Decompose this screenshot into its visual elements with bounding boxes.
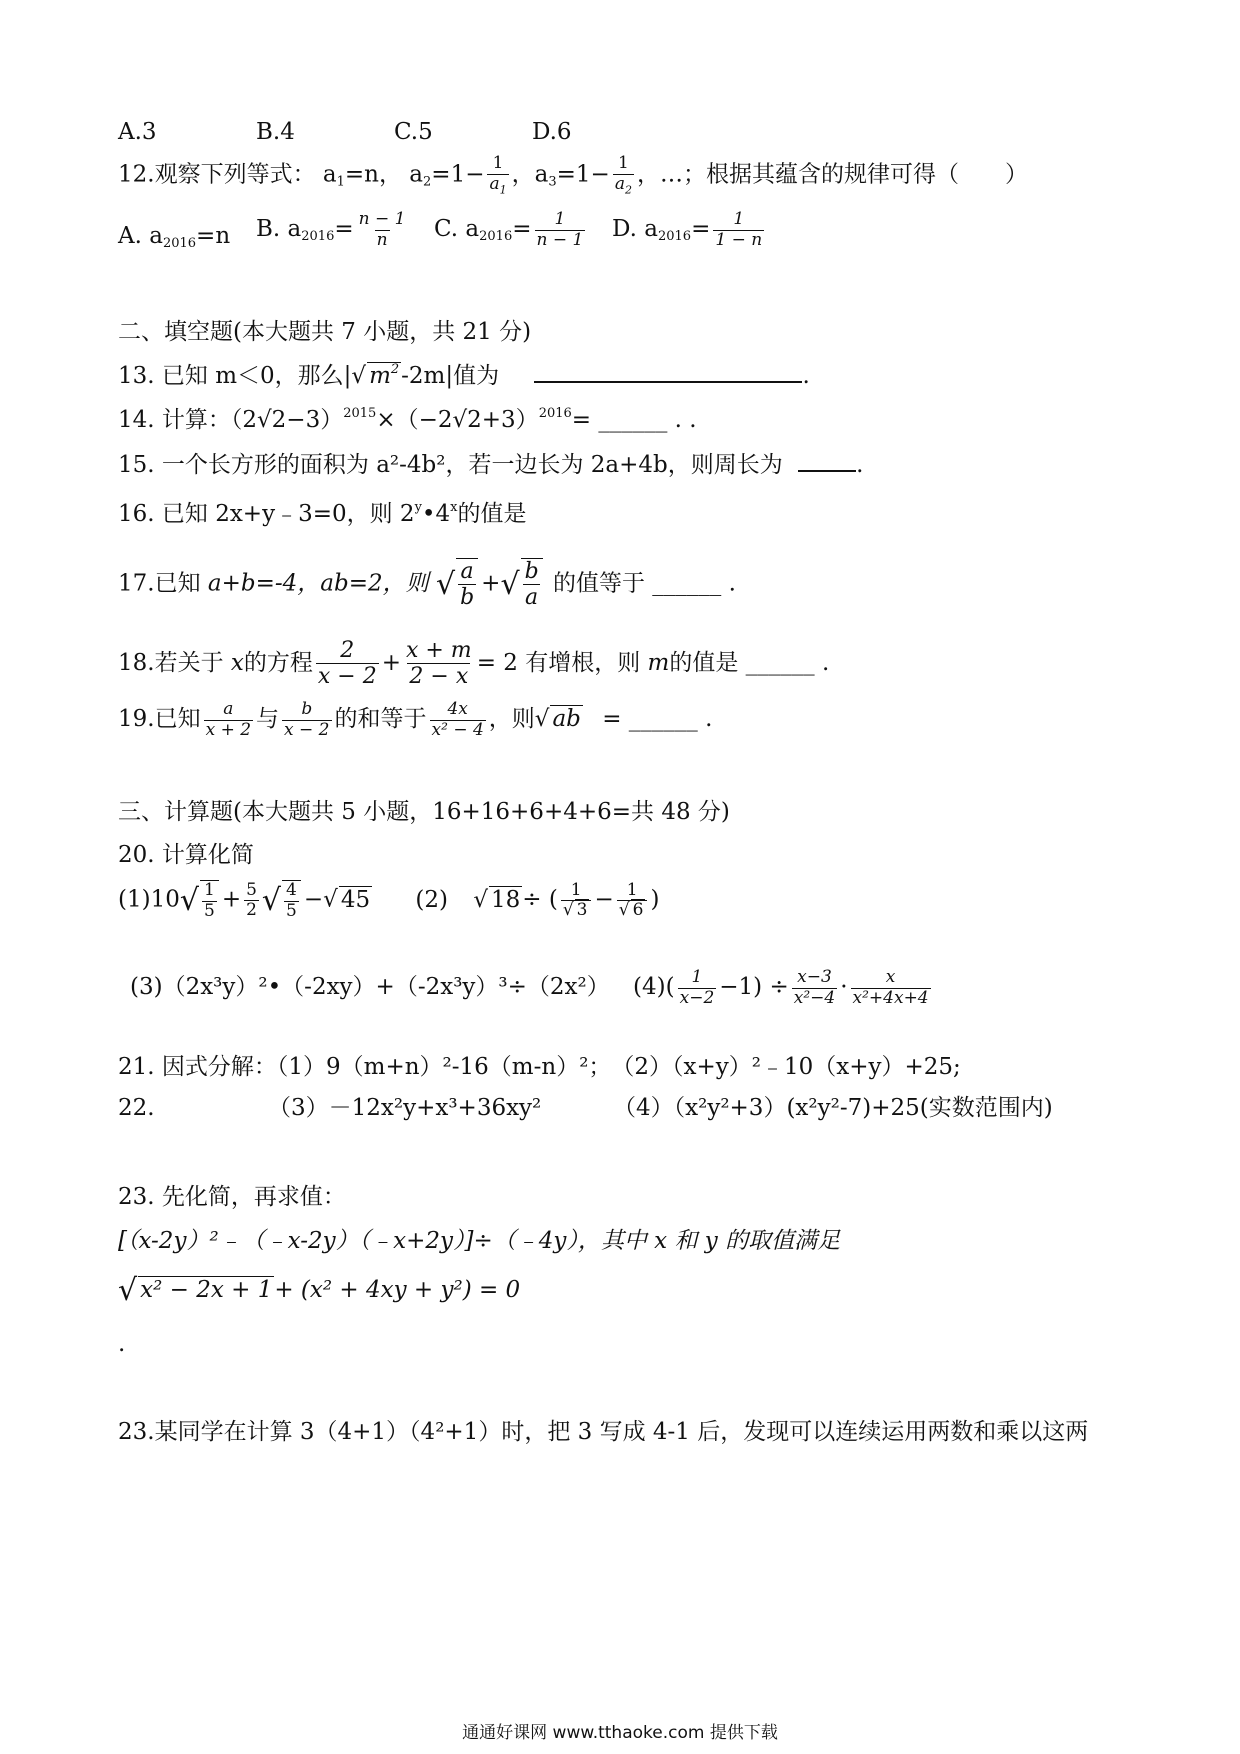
q13-m: m: [369, 363, 391, 389]
q18-eq: = 2 有增根，则: [476, 649, 641, 676]
q12-opt-d-label: D. a: [612, 216, 658, 243]
q16-end: 的值是: [457, 501, 527, 527]
q22-question: [118, 1094, 1053, 1123]
q17-prefix: 17.已知: [118, 570, 201, 597]
q22-num: 22.: [118, 1095, 155, 1121]
q20-row-1: [118, 880, 659, 921]
q14-question: [118, 406, 697, 435]
q19-frac-den: x + 2: [205, 719, 252, 740]
q19-prefix: 19.已知: [118, 706, 201, 733]
q18-fraction-2: [404, 638, 474, 690]
q12-frac-den: $a_2$: [614, 173, 632, 196]
q19-yu: 与: [256, 706, 280, 733]
q12-fraction-2: [613, 154, 634, 197]
q20-p4-frac-2: [792, 968, 837, 1008]
q12-sub-2016: 2016: [479, 229, 513, 245]
q12-opt-b-label: B. a: [256, 216, 302, 243]
q20-frac-num: 1: [691, 967, 703, 987]
q15-text: 15. 一个长方形的面积为 a²-4b²，若一边长为 2a+4b，则周长为: [118, 452, 783, 478]
q19-radicand: ab: [552, 706, 581, 733]
q12-sub-2016: 2016: [162, 236, 197, 251]
q20-p2-frac-1: [561, 881, 592, 921]
q11-option-b: B.4: [256, 119, 295, 145]
q14-prefix: 14. 计算：（2√2−3）: [118, 407, 344, 433]
q19-frac-den: x² − 4: [431, 719, 484, 740]
q22-p4: （4）（x²y²+3）(x²y²-7)+25(实数范围内): [613, 1095, 1053, 1121]
q17-frac-den: b: [460, 585, 475, 611]
q20-p1-frac-1: [200, 880, 219, 921]
q20-frac-num: 1: [203, 880, 215, 900]
q19-fraction-3: [430, 700, 486, 740]
q12-option-b: [256, 210, 410, 250]
q12-frac-num: 1: [733, 209, 745, 229]
q20-frac-num: x: [885, 967, 896, 987]
q12-sub-1: 1: [336, 174, 345, 190]
q12-frac-den: $a_1$: [489, 173, 507, 196]
q19-frac-den: x − 2: [284, 719, 330, 740]
q19-frac-num: a: [223, 699, 234, 719]
q18-frac-num: x + m: [405, 638, 472, 663]
q18-m: m: [647, 649, 670, 676]
q20-p2-frac-2: [617, 881, 648, 921]
q12-frac-den: 1 − n: [715, 229, 763, 250]
q20-plus: +: [221, 886, 242, 913]
q16-question: [118, 500, 526, 529]
q12-eq: =: [691, 216, 711, 243]
q20-radical: √: [261, 882, 282, 918]
q18-frac-num: 2: [340, 638, 355, 663]
q20-div: ÷ (: [522, 886, 558, 913]
q20-p2-label: (2): [415, 886, 448, 913]
q13-question: [118, 362, 810, 391]
q17-condition: a+b=-4，ab=2，则: [207, 570, 429, 597]
q23a-dot: .: [118, 1331, 126, 1357]
q20-p4-label: (4)(: [633, 974, 675, 1001]
q19-frac-num: b: [301, 699, 313, 719]
q17-radical-1: √: [435, 566, 456, 602]
q14-mid: ×（−2√2+3）: [376, 407, 539, 433]
q11-options: [118, 118, 572, 147]
q13-mid: -2m|值为: [401, 363, 500, 389]
q12-opt-a-label: A. a: [118, 223, 163, 249]
q18-mid: 的方程: [243, 649, 313, 676]
q12-option-d: [612, 210, 767, 250]
footer-source: 通通好课网 www.tthaoke.com 提供下载: [462, 1723, 778, 1743]
q20-p1-frac-3: [282, 880, 301, 921]
q19-sum: 的和等于: [334, 706, 427, 733]
q20-close: ): [650, 886, 660, 913]
q23a-radical: √: [118, 1273, 138, 1308]
q12-eq: =: [334, 216, 354, 243]
q20-frac-den: √ 3: [561, 900, 592, 921]
q12-frac-den: n − 1: [536, 229, 584, 250]
q17-frac-num: b: [524, 559, 539, 584]
q19-ze: ，则: [488, 706, 535, 733]
q14-exp-2016: 2016: [538, 406, 572, 421]
q12-frac-den: n: [376, 229, 388, 250]
q14-exp-2015: 2015: [343, 406, 377, 421]
q12-sub-2016: 2016: [657, 229, 692, 245]
q20-row-2: [130, 968, 934, 1008]
q17-end: 的值等于 ______ .: [552, 570, 736, 597]
q12-opt-d-fraction: [713, 210, 764, 250]
q20-frac-num: 5: [246, 879, 257, 900]
q12-label: 12.观察下列等式：: [118, 161, 316, 188]
q18-x: x: [230, 649, 244, 676]
q20-frac-den: √ 6: [617, 900, 648, 921]
q20-p4-m1: −1) ÷: [719, 974, 789, 1001]
q21-question: 21. 因式分解：（1）9（m+n）²-16（m-n）²； （2）（x+y）²﹣10（x+y）+25;: [118, 1054, 961, 1080]
q15-answer-blank[interactable]: [798, 470, 856, 472]
q18-frac-den: 2 − x: [409, 664, 469, 690]
q19-radical: √: [534, 706, 550, 733]
q20-minus: −: [303, 886, 324, 913]
q13-prefix: 13. 已知 m＜0，那么|: [118, 363, 352, 389]
q20-rt45: 45: [340, 886, 371, 913]
q12-opt-c-fraction: [535, 210, 586, 250]
q18-question: 18.若关于 x的方程 $\frac{2}{x - 2}$ + $\frac{x + m}{2 - x}$ = 2 有增根，则 m的值是 ______ .: [118, 638, 830, 690]
q17-fraction-2: [521, 558, 543, 611]
q23a-radicand: x² − 2x + 1: [140, 1276, 273, 1303]
q13-end: .: [802, 363, 810, 389]
q23a-title: 23. 先化简，再求值：: [118, 1184, 346, 1210]
q16-exp-x: x: [450, 500, 458, 515]
q12-sub-3: 3: [548, 174, 557, 190]
q20-frac-den: 5: [203, 900, 215, 921]
q16-prefix: 16. 已知 2x+y﹣3=0，则 2: [118, 501, 415, 527]
q12-fraction-1: [487, 154, 508, 197]
q19-fraction-1: [204, 700, 253, 740]
q17-frac-den: a: [525, 585, 539, 611]
q20-p4-frac-1: [678, 968, 717, 1008]
section-2-title: 二、填空题(本大题共 7 小题，共 21 分): [118, 319, 532, 345]
q12-opt-a-value: =n: [196, 223, 231, 249]
q17-question: [118, 558, 736, 611]
q12-question: 12.观察下列等式： $a_1=n$， $a_2=1-$ $\frac{1}{a_1}$ ，$a_3=1-$ $\frac{1}{a_2}$ ，…；根据其蕴含的规律可得（ ）: [118, 153, 1028, 196]
q20-rt18: 18: [490, 886, 521, 913]
q17-plus: +: [481, 570, 501, 597]
q16-mid: •4: [421, 501, 451, 527]
q20-rt6: 6: [632, 900, 644, 921]
q19-frac-num: 4x: [447, 699, 468, 719]
q12-sub-2: 2: [423, 174, 432, 190]
q20-radical: √: [179, 882, 199, 918]
q16-exp-y: y: [414, 500, 422, 515]
q20-p1-label: (1)10: [118, 886, 180, 913]
q20-frac-num: 1: [626, 879, 638, 900]
q20-rt3: 3: [576, 900, 588, 921]
q11-option-d: D.6: [532, 119, 572, 145]
q13-exp: 2: [390, 362, 400, 377]
q12-one-minus: =1−: [556, 161, 610, 188]
q20-frac-num: 1: [570, 879, 582, 900]
q20-frac-den: x²+4x+4: [852, 987, 929, 1008]
q12-a: a: [322, 161, 337, 188]
section-3-title: 三、计算题(本大题共 5 小题，16+16+6+4+6=共 48 分): [118, 799, 730, 825]
q12-opt-b-fraction: [357, 210, 408, 250]
q20-dot: ·: [840, 974, 848, 1001]
q12-a: a: [409, 161, 424, 188]
q20-frac-num: x−3: [797, 967, 832, 987]
q14-end: = ______ . .: [571, 407, 697, 433]
q12-a: a: [534, 161, 549, 188]
q13-radical: √: [351, 363, 367, 389]
q20-radical-sm: √: [323, 886, 338, 913]
q19-question: [118, 700, 712, 740]
q18-fraction-1: [316, 638, 379, 690]
q20-p3: (3)（2x³y）²•（-2xy）+（-2x³y）³÷（2x²）: [130, 974, 610, 1001]
q15-end: .: [856, 452, 864, 478]
q12-sub-2016: 2016: [301, 229, 335, 245]
q12-frac-num: 1: [617, 153, 629, 173]
q20-title: 20. 计算化简: [118, 842, 254, 868]
q12-option-a: [118, 223, 230, 249]
q23a-cond-rest: + (x² + 4xy + y²) = 0: [274, 1276, 521, 1303]
q12-one-minus: =1−: [431, 161, 485, 188]
q12-frac-num: 1: [554, 209, 566, 229]
q20-frac-den: 5: [286, 900, 297, 921]
q20-radical-sm: √: [473, 886, 488, 913]
q23b-question: 23.某同学在计算 3（4+1）（4²+1）时，把 3 写成 4-1 后，发现可以连续运用两数和乘以这两: [118, 1419, 1089, 1445]
q19-fraction-2: [282, 700, 331, 740]
q12-eq-n: =n，: [344, 161, 402, 188]
q12-options: [118, 209, 763, 252]
q23a-expression: [（x-2y）²﹣（﹣x-2y）（﹣x+2y）]÷（﹣4y），其中 x 和 y 的取值满足: [118, 1228, 841, 1254]
q12-frac-num: n − 1: [358, 209, 406, 229]
q20-frac-num: 4: [286, 880, 297, 900]
q20-frac-den: 2: [246, 900, 257, 921]
q20-p4-frac-3: [851, 968, 931, 1008]
q13-radicand: [367, 362, 401, 389]
q20-frac-den: x−2: [679, 987, 715, 1008]
q22-p3: （3）－12x²y+x³+36xy²: [268, 1095, 542, 1121]
q12-after: ，…；根据其蕴含的规律可得（ ）: [636, 161, 1028, 188]
q18-end: 的值是 ______ .: [669, 649, 830, 676]
q12-opt-c-label: C. a: [434, 216, 480, 243]
q18-frac-den: x − 2: [317, 664, 377, 690]
q23a-condition: [118, 1272, 520, 1310]
q11-option-c: C.5: [394, 119, 433, 145]
q12-eq: =: [512, 216, 532, 243]
q15-question: [118, 451, 863, 480]
q12-option-c: [434, 210, 588, 250]
q20-p1-frac-2: [244, 881, 259, 921]
q18-prefix: 18.若关于: [118, 649, 224, 676]
q20-minus: −: [594, 886, 614, 913]
q17-fraction-1: [456, 558, 478, 611]
q19-end: = ______ .: [602, 706, 713, 733]
q20-frac-den: x²−4: [793, 987, 836, 1008]
q12-frac-num: 1: [492, 153, 504, 173]
q11-option-a: A.3: [118, 119, 157, 145]
q17-radical-2: √: [500, 566, 520, 602]
q13-answer-blank[interactable]: [534, 381, 802, 383]
q17-frac-num: a: [460, 559, 474, 584]
